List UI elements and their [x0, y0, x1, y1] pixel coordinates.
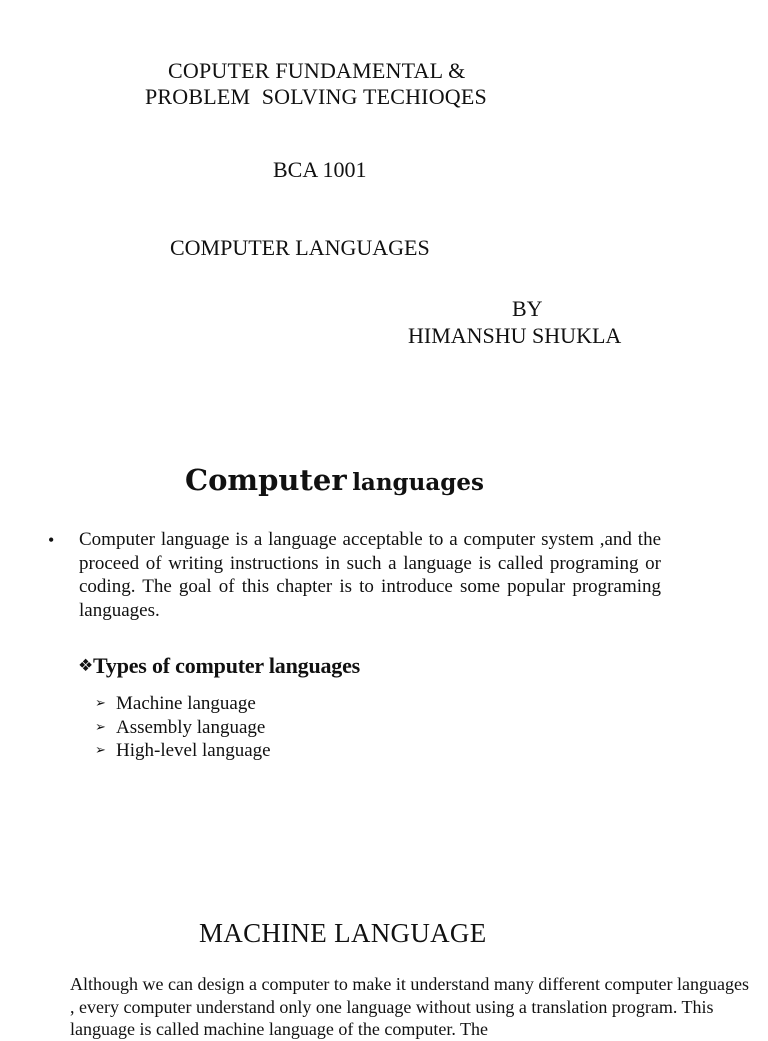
- list-item: [95, 716, 271, 740]
- diamond-bullet-icon: ❖: [78, 656, 94, 676]
- course-code: BCA 1001: [273, 157, 367, 182]
- title-line-2: PROBLEM SOLVING TECHIOQES: [145, 84, 487, 109]
- title-slide: [0, 0, 768, 400]
- arrow-bullet-icon: ➢: [95, 743, 106, 758]
- slide-heading: [185, 463, 484, 497]
- author-name: HIMANSHU SHUKLA: [408, 323, 622, 348]
- by-label: BY: [512, 296, 543, 321]
- arrow-bullet-icon: ➢: [95, 696, 106, 711]
- list-item-label: Machine language: [116, 693, 256, 714]
- types-heading: [78, 653, 360, 679]
- types-heading-text: Types of computer languages: [93, 653, 361, 678]
- machine-language-heading: MACHINE LANGUAGE: [199, 918, 487, 948]
- machine-language-slide: [0, 870, 768, 1039]
- computer-languages-slide: [0, 400, 768, 870]
- machine-language-paragraph: Although we can design a computer to make it understand many different computer languages , every computer understand only one language without using a translation program. This language is called machine language of the computer. The: [70, 974, 749, 1039]
- arrow-bullet-icon: ➢: [95, 719, 106, 735]
- list-item-label: Assembly language: [116, 716, 266, 738]
- title-line-1: COPUTER FUNDAMENTAL &: [168, 58, 466, 83]
- slide-heading-rest: languages: [352, 469, 484, 496]
- language-types-list: [95, 692, 271, 763]
- bullet-icon: •: [48, 530, 55, 550]
- list-item-label: High-level language: [116, 740, 271, 761]
- topic-title: COMPUTER LANGUAGES: [170, 235, 430, 260]
- definition-text: Computer language is a language acceptable to a computer system ,and the proceed of writing instructions in such a language is called programing or coding. The goal of this chapter is to introduce some popular programing languages.: [79, 529, 661, 621]
- list-item: [95, 739, 271, 763]
- slide-heading-bold: Computer: [185, 463, 347, 497]
- list-item: [95, 692, 271, 716]
